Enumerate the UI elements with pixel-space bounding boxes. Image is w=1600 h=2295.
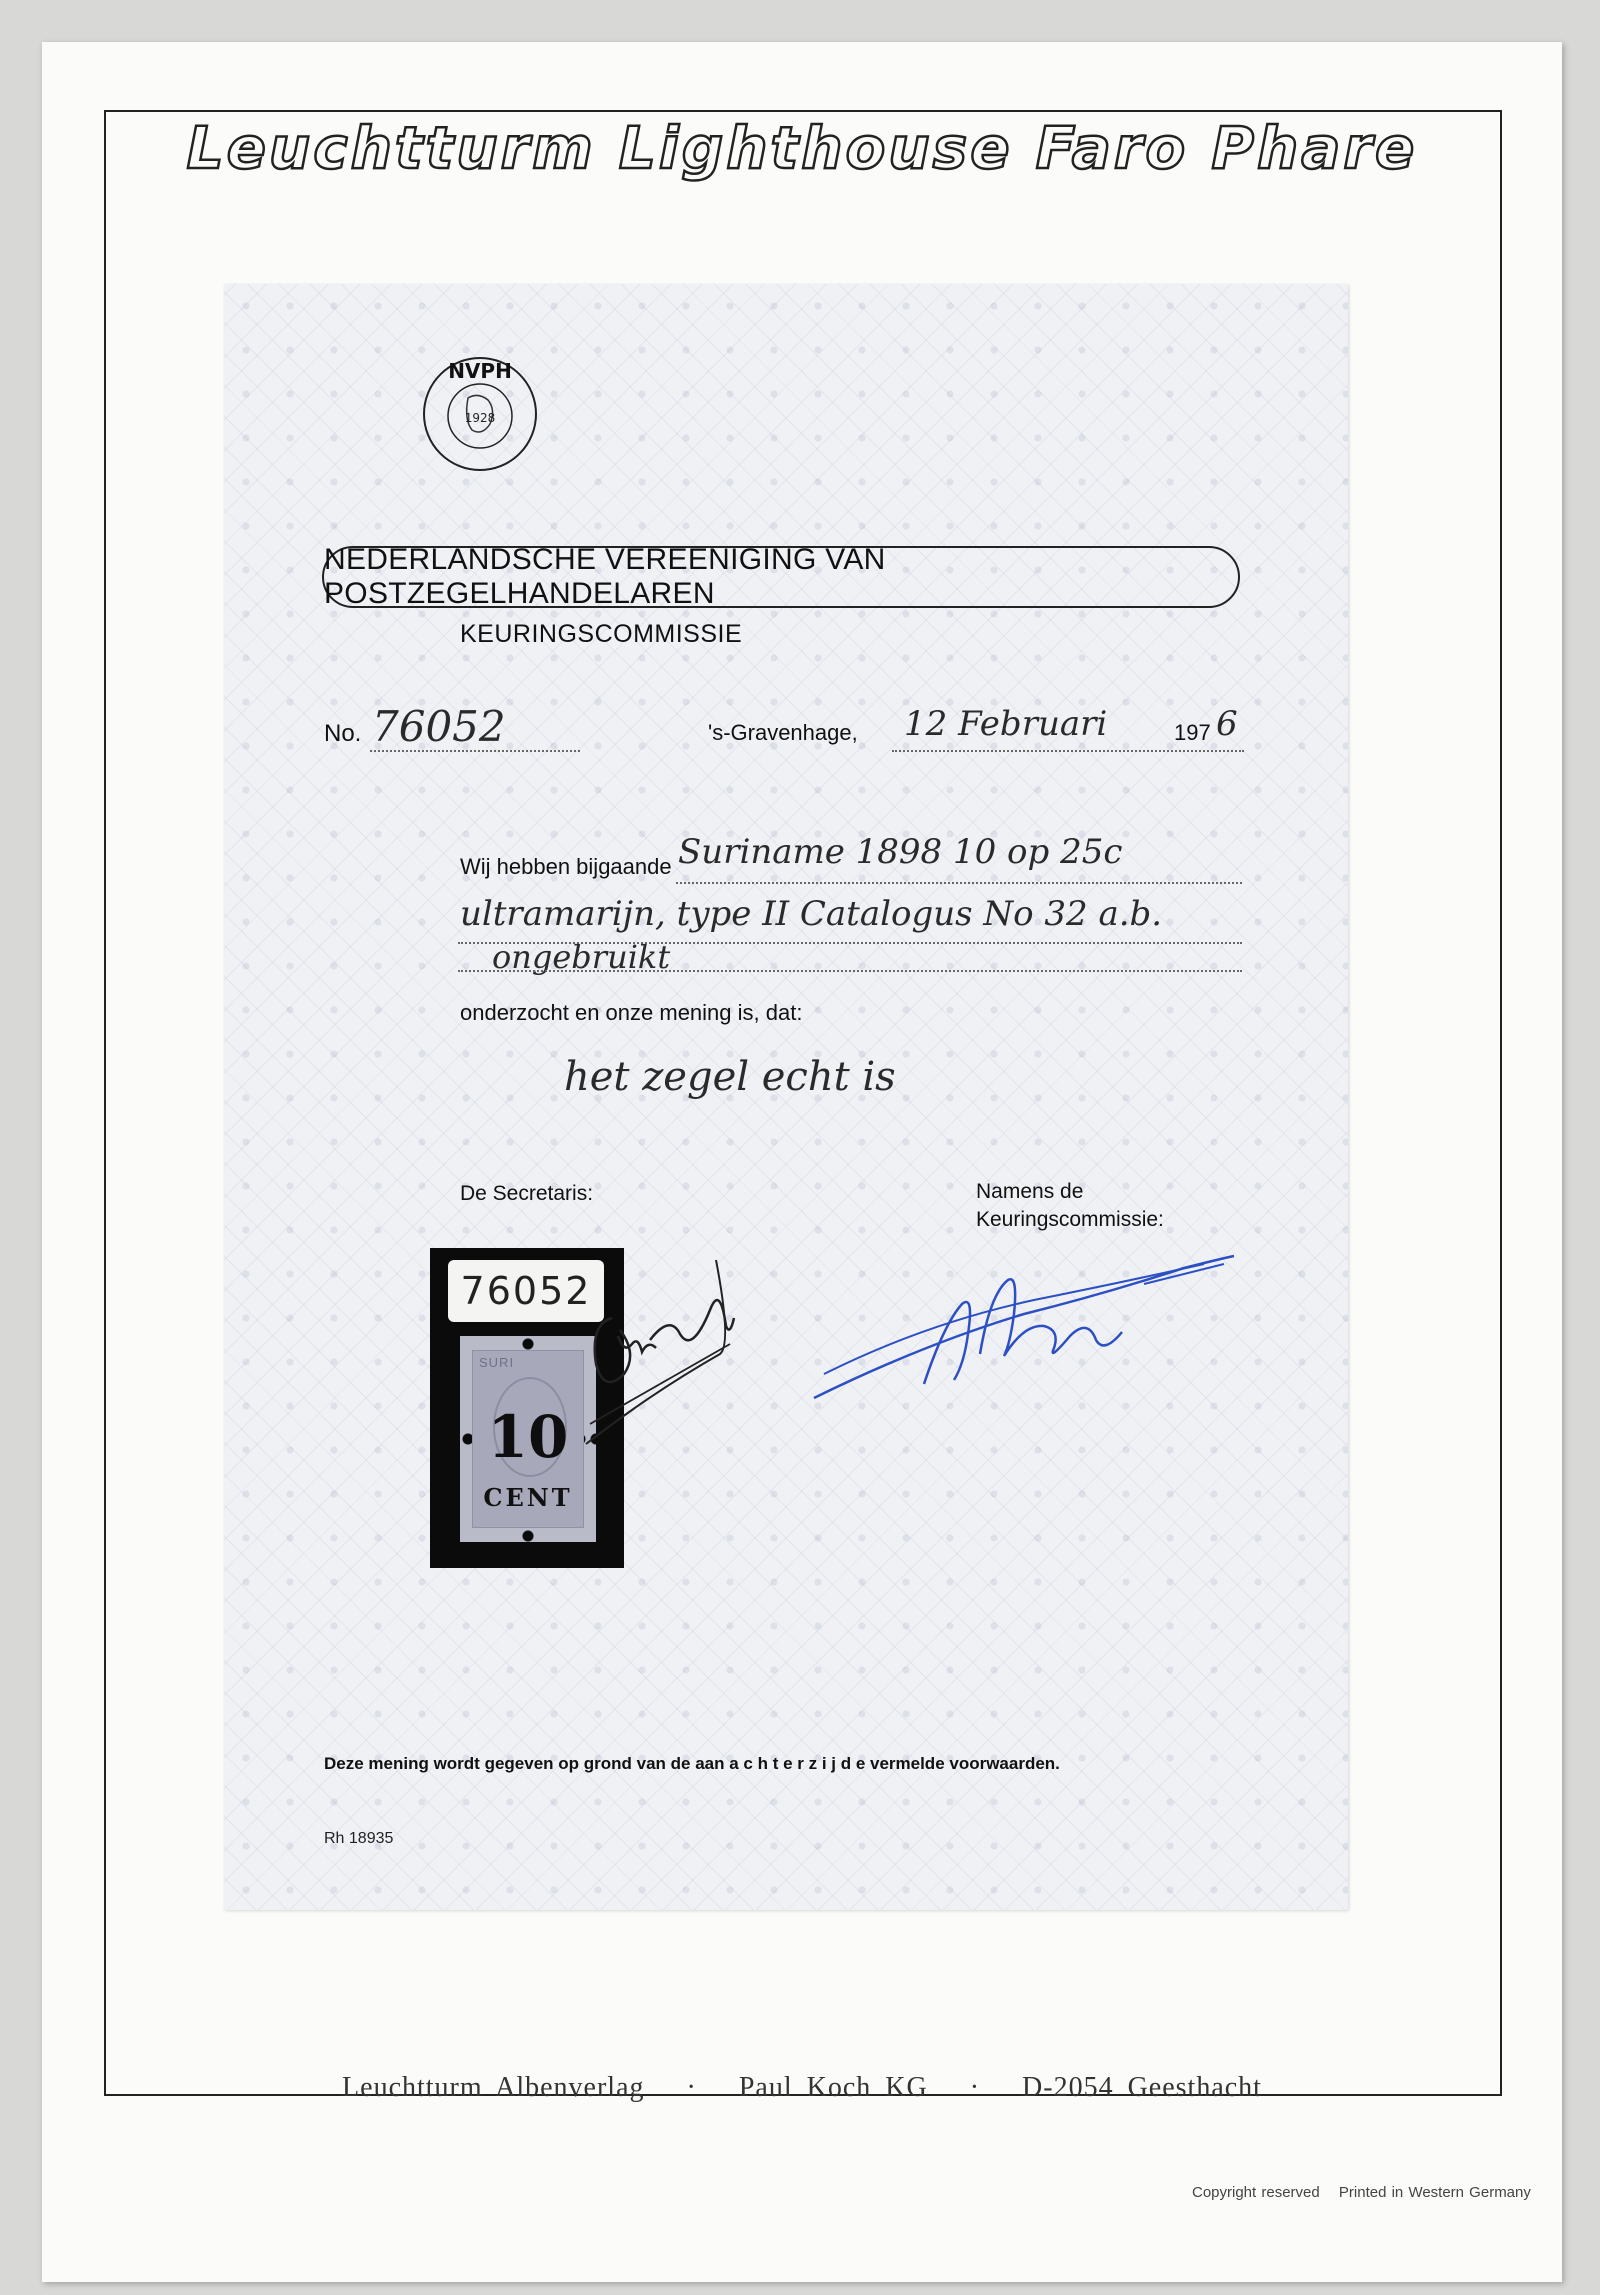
- footer-address: D-2054 Geesthacht: [1022, 2072, 1262, 2103]
- opinion-value: het zegel echt is: [564, 1054, 896, 1100]
- secretary-signature-icon: [520, 1244, 760, 1564]
- year-suffix: 6: [1216, 704, 1238, 744]
- date-value: 12 Februari: [904, 704, 1108, 744]
- certificate-reference: Rh 18935: [324, 1830, 394, 1847]
- item-line-1-rule: [676, 882, 1242, 884]
- item-line-3-rule: [458, 970, 1242, 972]
- certificate-number: 76052: [372, 702, 506, 751]
- year-prefix: 197: [1174, 720, 1211, 745]
- organization-banner: [322, 543, 1240, 610]
- opinion-label: onderzocht en onze mening is, dat:: [460, 1000, 803, 1025]
- nvph-seal-icon: [420, 354, 540, 474]
- item-line-1: Suriname 1898 10 op 25c: [678, 832, 1123, 872]
- commission-sign-label-2: Keuringscommissie:: [976, 1208, 1164, 1231]
- stamp-card-number: 76052: [448, 1260, 604, 1322]
- seal-year: 1928: [464, 411, 496, 425]
- item-line-3: ongebruikt: [492, 938, 671, 976]
- commission-heading: KEURINGSCOMMISSIE: [460, 620, 743, 648]
- footer-company: Paul Koch KG: [738, 2072, 928, 2103]
- copyright-line: [1192, 2184, 1531, 2201]
- organization-name: NEDERLANDSCHE VEREENIGING VAN POSTZEGELHANDELAREN: [324, 543, 886, 610]
- stamp-overprint-value: 10: [487, 1403, 569, 1471]
- footer-separator: ·: [686, 2072, 697, 2103]
- number-line: [370, 750, 580, 752]
- album-footer: [42, 2072, 1562, 2104]
- copyright-text: Copyright reserved: [1192, 2184, 1320, 2201]
- certificate: [224, 284, 1348, 1910]
- printed-text: Printed in Western Germany: [1338, 2184, 1531, 2201]
- date-line: [892, 750, 1244, 752]
- stamp-overprint-unit: CENT: [483, 1483, 573, 1512]
- place-label: 's-Gravenhage,: [708, 720, 858, 745]
- commission-signature-icon: [804, 1244, 1244, 1414]
- stamp-country: SURI: [479, 1355, 515, 1370]
- album-header-title: Leuchtturm Lighthouse Faro Phare: [186, 114, 1418, 182]
- seal-title: NVPH: [448, 359, 512, 383]
- disclaimer-text: Deze mening wordt gegeven op grond van de aan a c h t e r z i j d e vermelde voorwaarden.: [324, 1754, 1060, 1773]
- number-label: No.: [324, 720, 362, 747]
- commission-sign-label-1: Namens de: [976, 1180, 1084, 1203]
- intro-label: Wij hebben bijgaande: [460, 854, 672, 879]
- item-line-2: ultramarijn, type II Catalogus No 32 a.b.: [460, 894, 1163, 934]
- secretary-label: De Secretaris:: [460, 1182, 594, 1205]
- footer-publisher: Leuchtturm Albenverlag: [342, 2072, 645, 2103]
- footer-separator: ·: [969, 2072, 981, 2103]
